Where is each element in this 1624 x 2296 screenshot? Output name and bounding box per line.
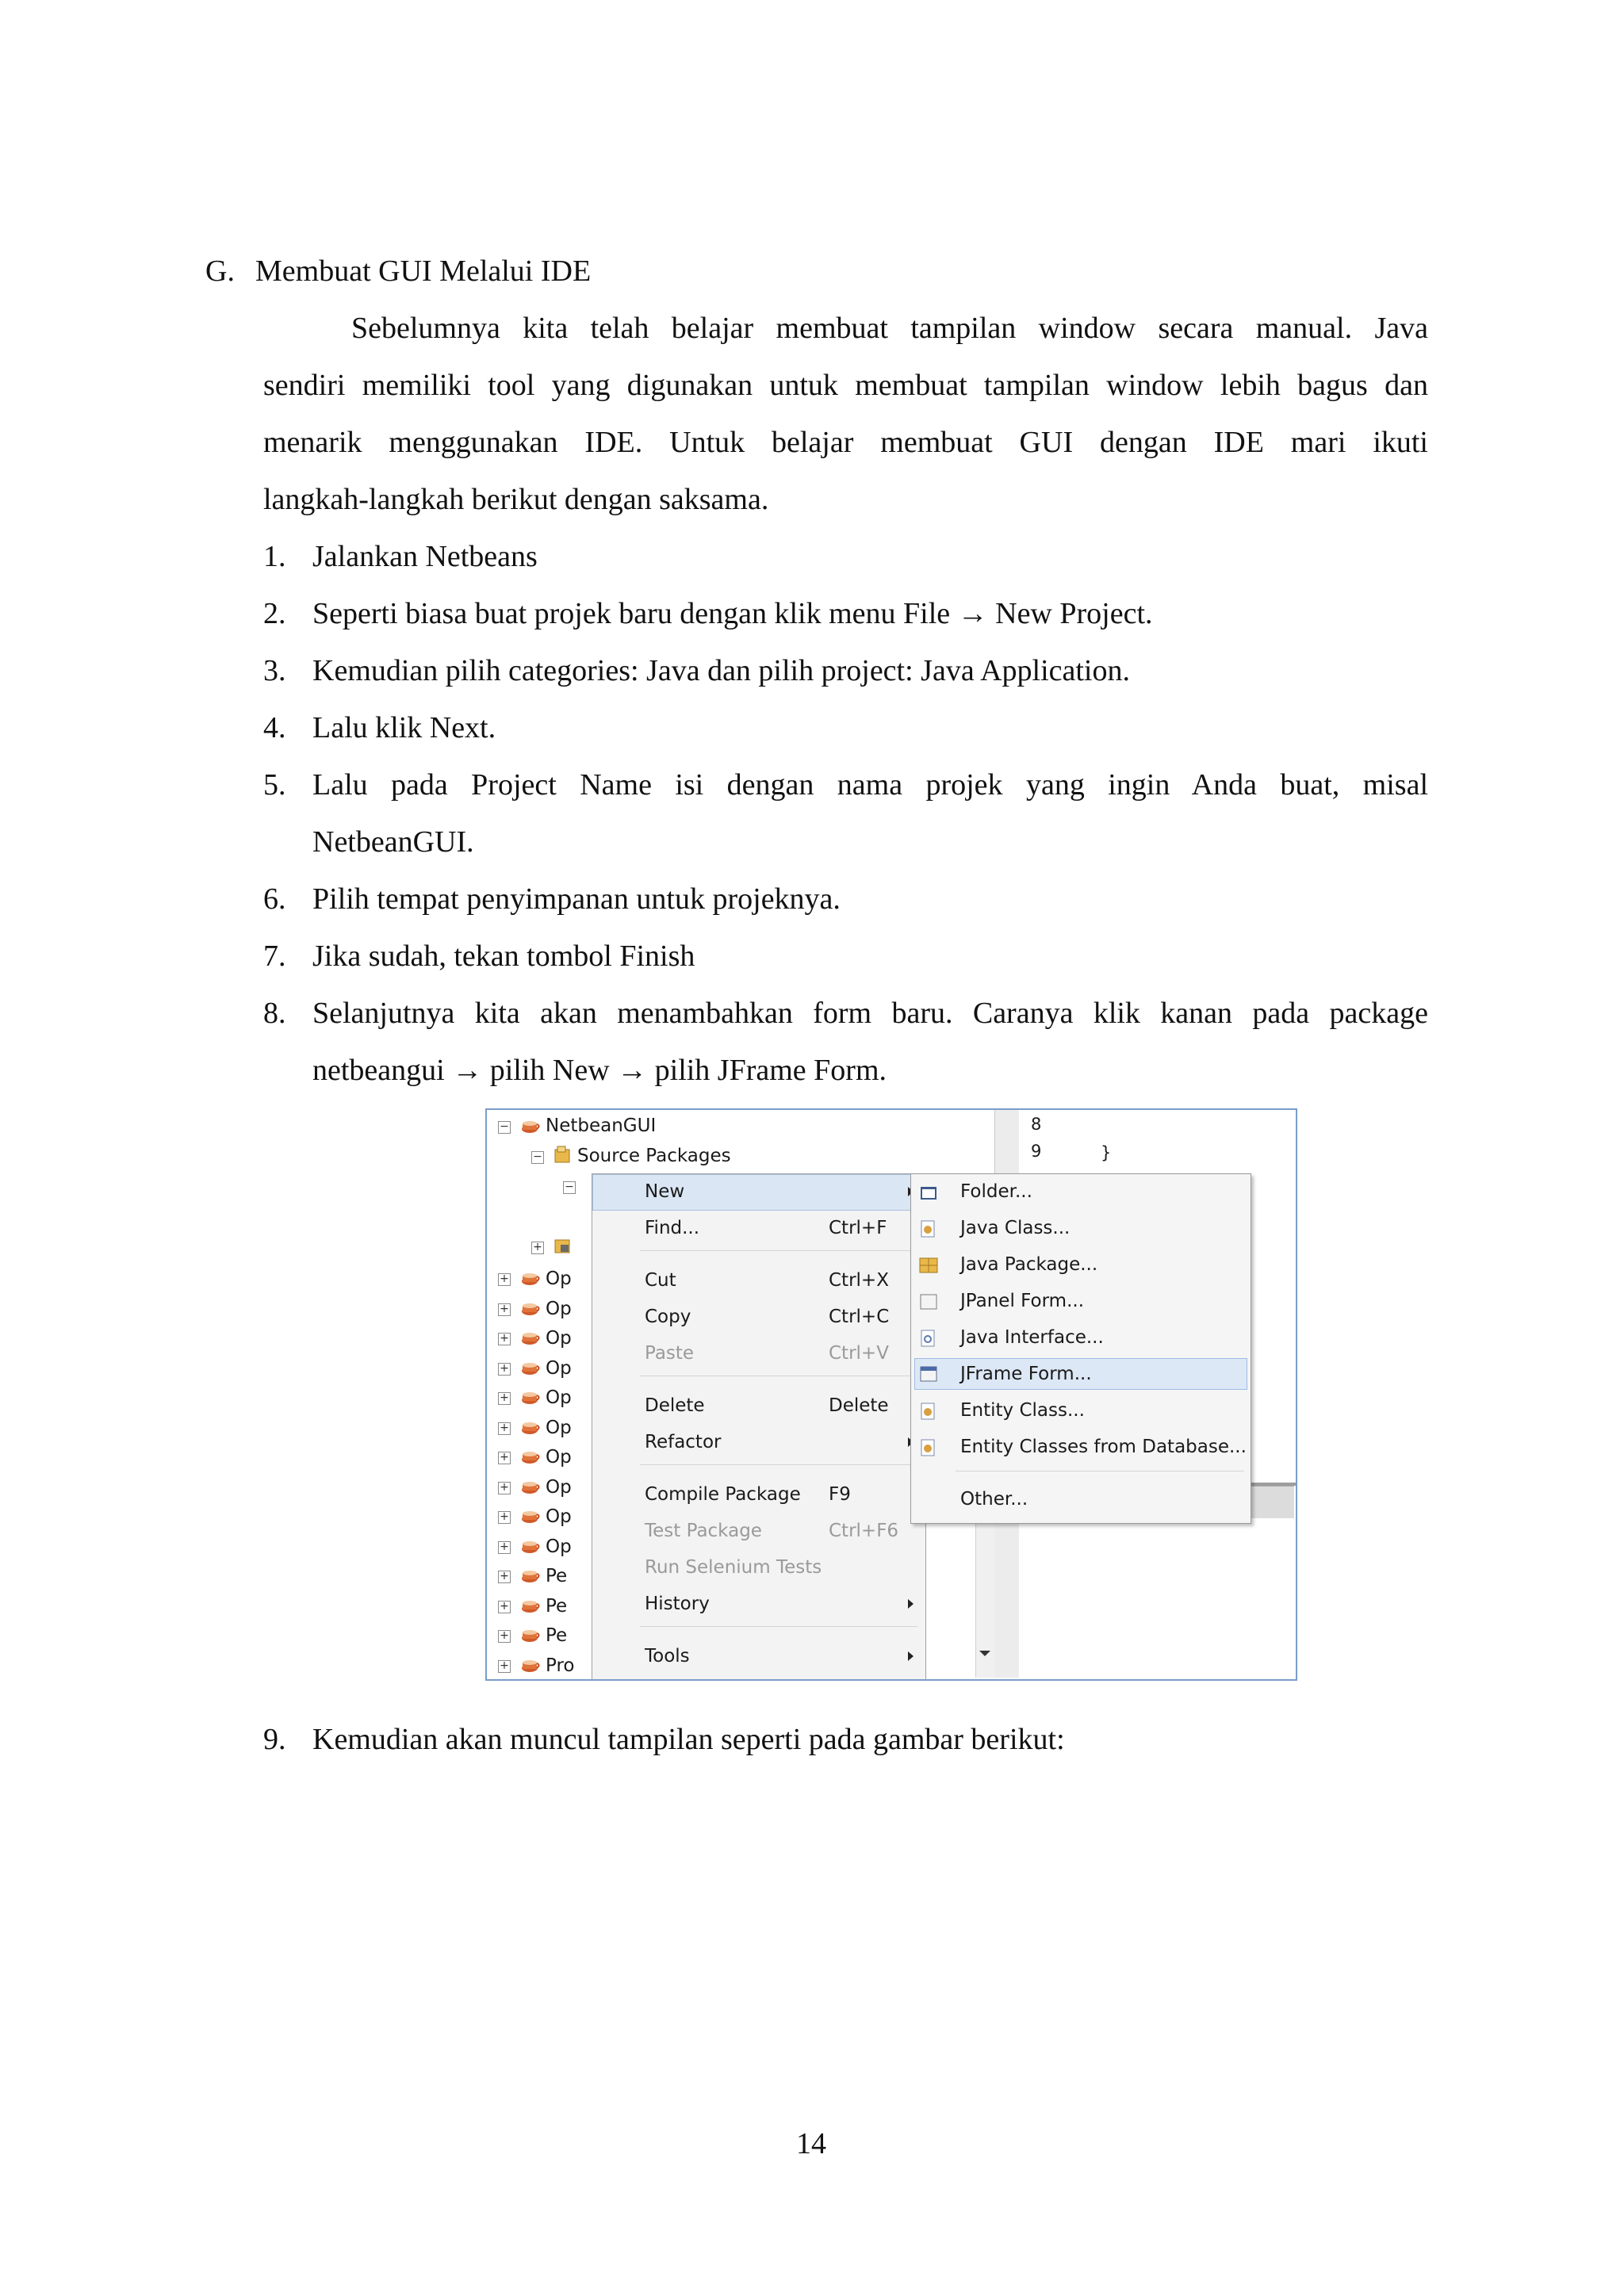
tree-item[interactable]: Pe <box>546 1566 568 1586</box>
source-packages-node[interactable]: Source Packages <box>577 1146 731 1166</box>
libraries-icon <box>553 1235 573 1254</box>
context-menu <box>592 1173 926 1681</box>
submenu-item-jframe-form[interactable]: JFrame Form... <box>960 1364 1092 1384</box>
intro-line-2: sendiri memiliki tool yang digunakan untuk membuat tampilan window lebih bagus dan <box>263 369 1428 402</box>
project-icon <box>520 1596 541 1613</box>
tree-item[interactable]: Pro <box>546 1655 575 1676</box>
expand-icon[interactable]: + <box>498 1511 511 1524</box>
step-6-text: Pilih tempat penyimpanan untuk projeknya. <box>312 882 841 916</box>
jpanel-form-icon <box>919 1293 938 1311</box>
section-title: Membuat GUI Melalui IDE <box>255 254 592 288</box>
menu-item-copy[interactable]: Copy <box>645 1307 691 1327</box>
entity-classes-db-icon <box>919 1439 938 1456</box>
step-7-number: 7. <box>263 939 286 973</box>
menu-item-cut[interactable]: Cut <box>645 1270 676 1291</box>
entity-class-icon <box>919 1402 938 1420</box>
java-interface-icon <box>919 1330 938 1347</box>
menu-shortcut-find: Ctrl+F <box>829 1218 887 1238</box>
menu-shortcut-paste: Ctrl+V <box>829 1343 889 1364</box>
submenu-item-java-interface[interactable]: Java Interface... <box>960 1327 1104 1348</box>
menu-shortcut-cut: Ctrl+X <box>829 1270 889 1291</box>
step-7-text: Jika sudah, tekan tombol Finish <box>312 939 695 973</box>
step-4-number: 4. <box>263 711 286 744</box>
project-icon <box>520 1447 541 1464</box>
tree-item[interactable]: Op <box>546 1269 572 1289</box>
expand-icon[interactable]: + <box>498 1392 511 1405</box>
new-submenu <box>910 1173 1251 1524</box>
project-icon <box>520 1536 541 1554</box>
project-icon <box>520 1387 541 1405</box>
step-8-line-1: Selanjutnya kita akan menambahkan form baru. Caranya klik kanan pada package <box>312 997 1428 1030</box>
step-5-number: 5. <box>263 768 286 802</box>
scrollbar-area[interactable] <box>1250 1486 1294 1518</box>
tree-item[interactable]: Pe <box>546 1595 568 1617</box>
expand-icon[interactable]: + <box>498 1273 511 1286</box>
line-number-8: 8 <box>1031 1115 1042 1134</box>
menu-item-history[interactable]: History <box>645 1594 710 1614</box>
step-8-number: 8. <box>263 997 286 1030</box>
submenu-item-java-class[interactable]: Java Class... <box>960 1218 1071 1238</box>
menu-shortcut-delete: Delete <box>829 1395 889 1416</box>
expand-icon[interactable]: + <box>498 1303 511 1316</box>
jframe-form-icon <box>919 1365 938 1383</box>
project-icon <box>520 1566 541 1583</box>
step-2-text: Seperti biasa buat projek baru dengan klik menu File → New Project. <box>312 597 1153 630</box>
menu-item-compile-package[interactable]: Compile Package <box>645 1484 801 1505</box>
tree-item[interactable]: Op <box>546 1506 572 1527</box>
tree-item[interactable]: Pe <box>546 1625 568 1646</box>
step-9-number: 9. <box>263 1723 286 1756</box>
section-letter: G. <box>205 254 235 288</box>
menu-item-paste: Paste <box>645 1343 695 1364</box>
intro-line-1: Sebelumnya kita telah belajar membuat tampilan window secara manual. Java <box>351 312 1428 345</box>
submenu-item-folder[interactable]: Folder... <box>960 1181 1032 1202</box>
menu-item-tools[interactable]: Tools <box>645 1646 690 1667</box>
project-icon <box>520 1655 541 1673</box>
project-icon <box>520 1506 541 1524</box>
menu-shortcut-test: Ctrl+F6 <box>829 1521 899 1541</box>
expand-icon[interactable]: + <box>498 1541 511 1554</box>
submenu-item-java-package[interactable]: Java Package... <box>960 1254 1098 1275</box>
submenu-item-other[interactable]: Other... <box>960 1489 1028 1510</box>
project-icon <box>520 1477 541 1494</box>
tree-item[interactable]: Op <box>546 1476 572 1498</box>
project-icon <box>520 1625 541 1643</box>
project-icon <box>520 1328 541 1345</box>
menu-shortcut-copy: Ctrl+C <box>829 1307 890 1327</box>
submenu-item-jpanel-form[interactable]: JPanel Form... <box>960 1291 1085 1311</box>
tree-item[interactable]: Op <box>546 1447 572 1468</box>
expand-icon[interactable]: + <box>498 1660 511 1673</box>
folder-icon <box>919 1184 938 1201</box>
expand-icon[interactable]: + <box>498 1601 511 1613</box>
tree-item[interactable]: Op <box>546 1417 572 1438</box>
expand-icon[interactable]: + <box>498 1482 511 1494</box>
menu-item-run-selenium: Run Selenium Tests <box>645 1557 822 1578</box>
step-4-text: Lalu klik Next. <box>312 711 496 744</box>
step-3-text: Kemudian pilih categories: Java dan pilih project: Java Application. <box>312 654 1130 687</box>
submenu-arrow-icon <box>908 1599 914 1609</box>
expand-icon[interactable]: + <box>498 1452 511 1464</box>
menu-separator <box>640 1626 917 1627</box>
submenu-item-entity-classes-db[interactable]: Entity Classes from Database... <box>960 1437 1247 1457</box>
tree-item[interactable]: Op <box>546 1357 572 1379</box>
project-icon <box>520 1116 541 1134</box>
menu-item-refactor[interactable]: Refactor <box>645 1432 722 1452</box>
step-8-line-2: netbeangui → pilih New → pilih JFrame Form. <box>312 1054 887 1087</box>
menu-shortcut-compile: F9 <box>829 1484 851 1505</box>
project-icon <box>520 1299 541 1316</box>
project-icon <box>520 1418 541 1435</box>
step-3-number: 3. <box>263 654 286 687</box>
step-2-number: 2. <box>263 597 286 630</box>
expand-icon[interactable]: + <box>498 1363 511 1376</box>
menu-item-new[interactable]: New <box>645 1181 685 1202</box>
line-number-9: 9 <box>1031 1142 1042 1161</box>
menu-separator <box>640 1250 917 1251</box>
expand-icon[interactable]: + <box>498 1630 511 1643</box>
expand-icon[interactable]: + <box>531 1242 544 1254</box>
step-5-line-2: NetbeanGUI. <box>312 825 474 859</box>
intro-line-3: menarik menggunakan IDE. Untuk belajar membuat GUI dengan IDE mari ikuti <box>263 426 1428 459</box>
java-package-icon <box>919 1257 938 1274</box>
submenu-item-entity-class[interactable]: Entity Class... <box>960 1400 1085 1421</box>
menu-item-delete[interactable]: Delete <box>645 1395 705 1416</box>
collapse-icon[interactable]: − <box>563 1181 576 1194</box>
menu-item-find[interactable]: Find... <box>645 1218 700 1238</box>
expand-icon[interactable]: + <box>498 1571 511 1583</box>
expand-icon[interactable]: + <box>498 1333 511 1345</box>
intro-line-4: langkah-langkah berikut dengan saksama. <box>263 483 769 516</box>
netbeans-screenshot <box>485 1108 1297 1681</box>
scroll-down-arrow[interactable] <box>979 1651 990 1656</box>
tree-item[interactable]: Op <box>546 1298 572 1319</box>
project-node[interactable]: NetbeanGUI <box>546 1115 657 1136</box>
tree-item[interactable]: Op <box>546 1536 572 1557</box>
step-1-text: Jalankan Netbeans <box>312 540 538 573</box>
page-number: 14 <box>796 2127 826 2160</box>
step-9-text: Kemudian akan muncul tampilan seperti pada gambar berikut: <box>312 1723 1065 1756</box>
submenu-arrow-icon <box>908 1651 914 1661</box>
step-6-number: 6. <box>263 882 286 916</box>
java-class-icon <box>919 1220 938 1238</box>
menu-item-test-package: Test Package <box>645 1521 762 1541</box>
closing-brace: } <box>1101 1143 1112 1162</box>
tree-item[interactable]: Op <box>546 1328 572 1349</box>
expand-icon[interactable]: + <box>498 1422 511 1435</box>
menu-separator <box>640 1464 917 1465</box>
collapse-icon[interactable]: − <box>531 1151 544 1164</box>
project-icon <box>520 1269 541 1286</box>
step-5-line-1: Lalu pada Project Name isi dengan nama projek yang ingin Anda buat, misal <box>312 768 1428 802</box>
step-1-number: 1. <box>263 540 286 573</box>
project-icon <box>520 1358 541 1376</box>
menu-highlight-new <box>592 1174 925 1211</box>
collapse-icon[interactable]: − <box>498 1121 511 1134</box>
tree-item[interactable]: Op <box>546 1387 572 1408</box>
source-packages-icon <box>553 1145 573 1164</box>
